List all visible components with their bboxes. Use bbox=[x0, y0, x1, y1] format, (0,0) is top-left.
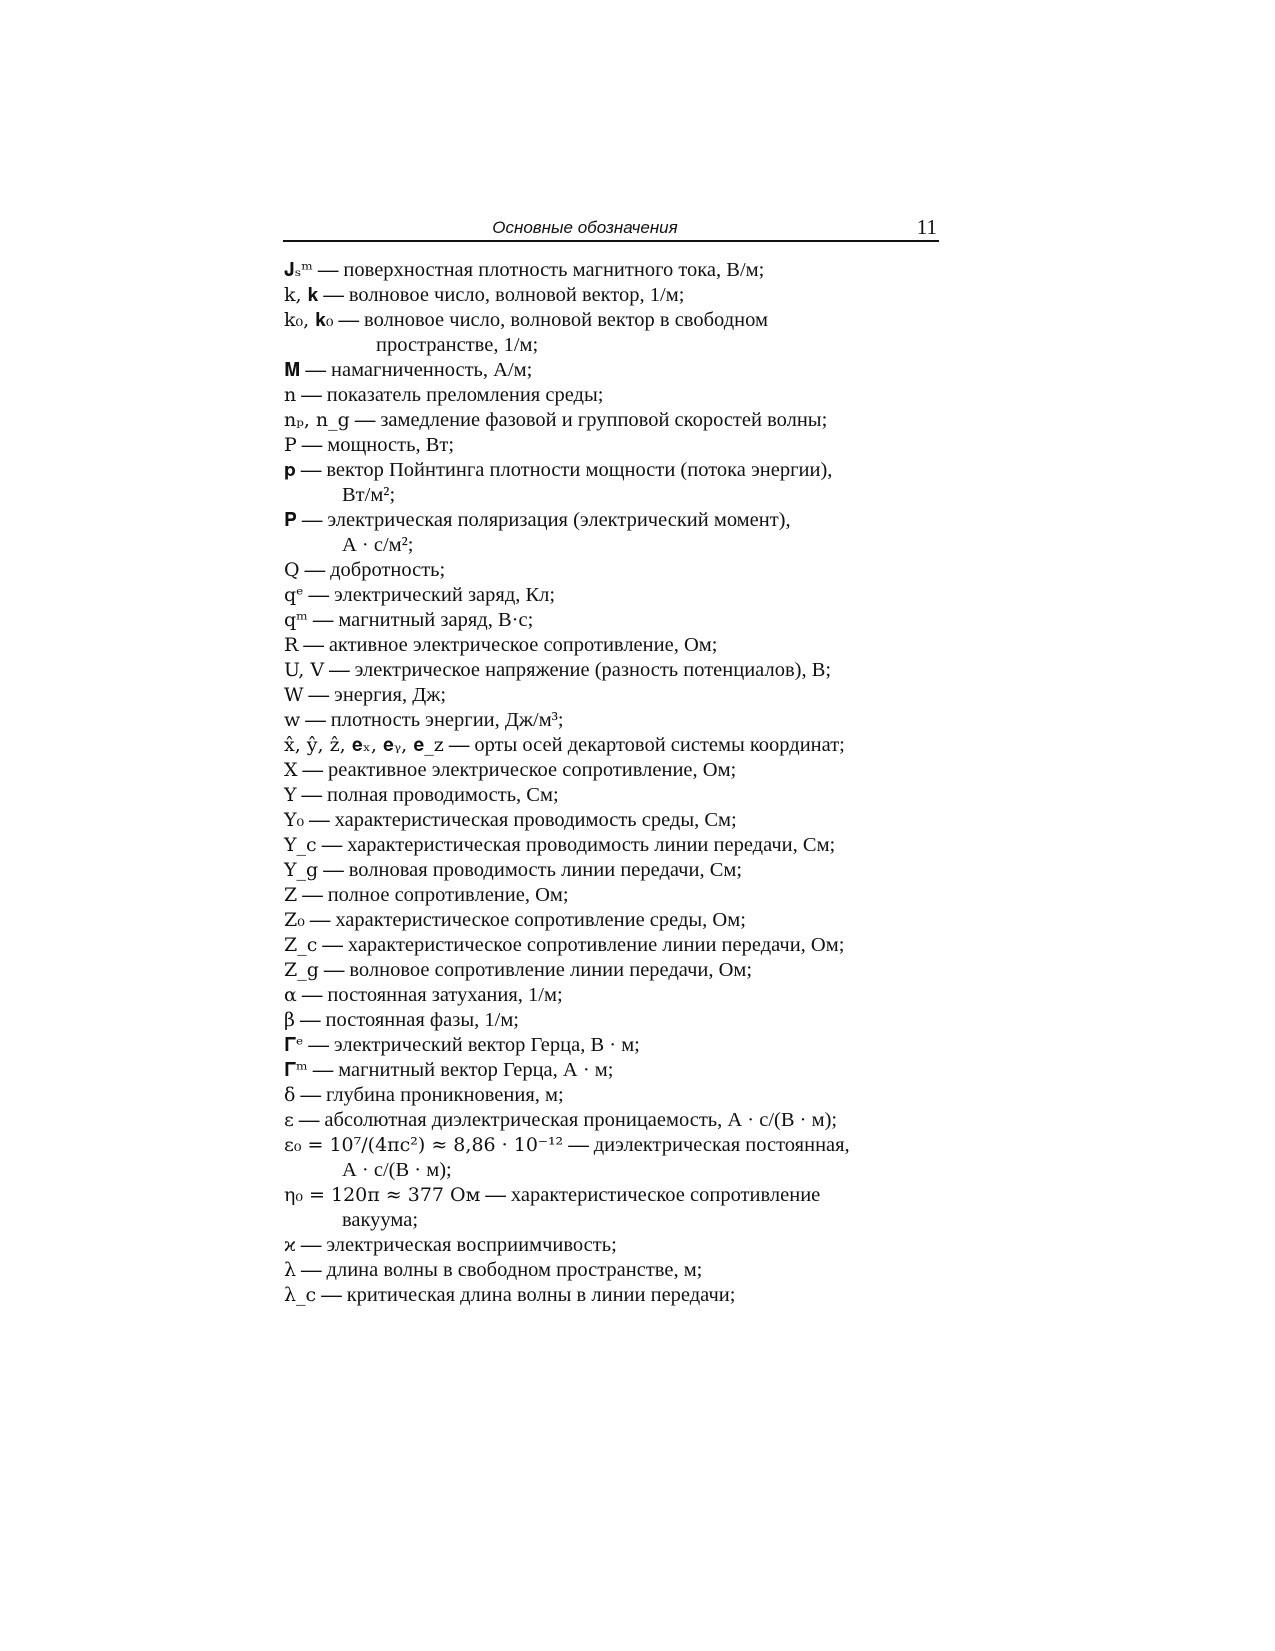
notation-entry bbox=[284, 458, 974, 508]
notation-description: активное электрическое сопротивление, Ом; bbox=[328, 634, 718, 656]
notation-dash: — bbox=[317, 259, 339, 281]
notation-entry bbox=[284, 1283, 974, 1308]
notation-entry bbox=[284, 433, 974, 458]
notation-entry bbox=[284, 908, 974, 933]
notation-entry bbox=[284, 258, 974, 283]
notation-description: диэлектрическая постоянная, bbox=[593, 1134, 850, 1156]
notation-description: электрический заряд, Кл; bbox=[334, 584, 556, 606]
notation-entry bbox=[284, 733, 974, 758]
notation-symbol: β bbox=[284, 1009, 295, 1031]
notation-dash: — bbox=[309, 809, 330, 831]
notation-dash: — bbox=[301, 1259, 322, 1281]
notation-dash: — bbox=[303, 634, 324, 656]
notation-dash: — bbox=[308, 584, 330, 606]
notation-symbol: Y bbox=[284, 784, 297, 806]
notation-description: электрическая поляризация (электрический момент), bbox=[327, 509, 791, 531]
notation-entry bbox=[284, 508, 974, 558]
notation-entry bbox=[284, 833, 974, 858]
notation-entry bbox=[284, 308, 974, 358]
notation-dash: — bbox=[300, 1084, 321, 1106]
notation-entry bbox=[284, 933, 974, 958]
notation-entry bbox=[284, 1033, 974, 1058]
notation-dash: — bbox=[305, 359, 327, 381]
notation-description: мощность, Вт; bbox=[327, 434, 455, 456]
notation-dash: — bbox=[304, 559, 326, 581]
notation-description: волновое число, волновой вектор в свободном bbox=[364, 309, 768, 331]
notation-description: характеристическое сопротивление bbox=[510, 1184, 821, 1206]
notation-description-continued: Вт/м²; bbox=[342, 484, 396, 506]
notation-dash: — bbox=[312, 609, 334, 631]
notation-symbol: η₀ = 120π ≈ 377 Ом bbox=[284, 1184, 481, 1206]
notation-description: электрическая восприимчивость; bbox=[326, 1234, 617, 1256]
notation-description: реактивное электрическое сопротивление, Ом; bbox=[328, 759, 737, 781]
notation-dash: — bbox=[298, 1109, 320, 1131]
notation-dash: — bbox=[323, 284, 344, 306]
notation-symbol: 𝐉ₛᵐ bbox=[284, 259, 313, 281]
notation-dash: — bbox=[338, 309, 360, 331]
notation-dash: — bbox=[323, 959, 345, 981]
notation-description: постоянная затухания, 1/м; bbox=[327, 984, 563, 1006]
notation-description: плотность энергии, Дж/м³; bbox=[330, 709, 564, 731]
notation-entry bbox=[284, 408, 974, 433]
notation-dash: — bbox=[308, 1034, 329, 1056]
notation-entry bbox=[284, 808, 974, 833]
notation-description: характеристическая проводимость среды, См; bbox=[334, 809, 737, 831]
notation-symbol: 𝚪ᵉ bbox=[284, 1034, 304, 1056]
notation-description-continued: А · с/м²; bbox=[342, 534, 414, 556]
notation-entry bbox=[284, 758, 974, 783]
notation-entry bbox=[284, 958, 974, 983]
notation-symbol: U, V bbox=[284, 659, 325, 681]
notation-dash: — bbox=[308, 684, 330, 706]
notation-description-continued: А · с/(В · м); bbox=[342, 1159, 452, 1181]
notation-entry bbox=[284, 858, 974, 883]
notation-symbol: ε₀ = 10⁷/(4πc²) ≈ 8,86 · 10⁻¹² bbox=[284, 1134, 564, 1156]
notation-entry bbox=[284, 1258, 974, 1283]
notation-entry bbox=[284, 983, 974, 1008]
notation-description: полная проводимость, См; bbox=[327, 784, 559, 806]
notation-entry bbox=[284, 708, 974, 733]
notation-dash: — bbox=[301, 784, 323, 806]
notation-description: полное сопротивление, Ом; bbox=[327, 884, 569, 906]
notation-dash: — bbox=[448, 734, 470, 756]
notation-entry bbox=[284, 383, 974, 408]
notation-dash: — bbox=[300, 459, 322, 481]
notation-dash: — bbox=[301, 384, 322, 406]
notation-symbol: 𝐌 bbox=[284, 359, 301, 381]
notation-description-continued: вакуума; bbox=[342, 1209, 419, 1231]
notation-entry bbox=[284, 583, 974, 608]
notation-list bbox=[284, 258, 974, 1308]
notation-symbol: ϰ bbox=[284, 1234, 296, 1256]
notation-dash: — bbox=[321, 834, 343, 856]
notation-symbol: qᵐ bbox=[284, 609, 308, 631]
notation-dash: — bbox=[302, 884, 323, 906]
notation-description: волновое число, волновой вектор, 1/м; bbox=[348, 284, 685, 306]
notation-description: электрический вектор Герца, В · м; bbox=[333, 1034, 640, 1056]
notation-symbol: Q bbox=[284, 559, 300, 581]
notation-description: характеристическая проводимость линии передачи, См; bbox=[347, 834, 836, 856]
page-number: 11 bbox=[916, 215, 937, 239]
notation-dash: — bbox=[309, 909, 331, 931]
notation-entry bbox=[284, 1008, 974, 1033]
notation-description: вектор Пойнтинга плотности мощности (потока энергии), bbox=[326, 459, 833, 481]
notation-entry bbox=[284, 1233, 974, 1258]
notation-symbol: X bbox=[284, 759, 298, 781]
notation-entry bbox=[284, 658, 974, 683]
notation-dash: — bbox=[300, 1234, 322, 1256]
notation-description: критическая длина волны в линии передачи; bbox=[346, 1284, 736, 1306]
notation-description: магнитный вектор Герца, А · м; bbox=[338, 1059, 614, 1081]
notation-description: электрическое напряжение (разность потенциалов), В; bbox=[354, 659, 832, 681]
notation-description: поверхностная плотность магнитного тока, В/м; bbox=[343, 259, 765, 281]
notation-symbol: Z_c bbox=[284, 934, 318, 956]
notation-entry bbox=[284, 283, 974, 308]
notation-symbol: k, 𝐤 bbox=[284, 284, 319, 306]
notation-dash: — bbox=[302, 759, 324, 781]
notation-symbol: qᵉ bbox=[284, 584, 304, 606]
header-divider bbox=[283, 240, 939, 242]
notation-symbol: λ_c bbox=[284, 1284, 317, 1306]
notation-dash: — bbox=[305, 709, 326, 731]
notation-entry bbox=[284, 1108, 974, 1133]
notation-entry bbox=[284, 1083, 974, 1108]
notation-description-continued: пространстве, 1/м; bbox=[376, 334, 539, 356]
notation-dash: — bbox=[299, 1009, 321, 1031]
notation-description: орты осей декартовой системы координат; bbox=[474, 734, 845, 756]
notation-entry bbox=[284, 558, 974, 583]
notation-symbol: nₚ, n_g bbox=[284, 409, 350, 431]
notation-description: энергия, Дж; bbox=[334, 684, 447, 706]
notation-entry bbox=[284, 633, 974, 658]
notation-symbol: δ bbox=[284, 1084, 296, 1106]
notation-description: показатель преломления среды; bbox=[326, 384, 604, 406]
notation-entry bbox=[284, 683, 974, 708]
notation-entry bbox=[284, 1133, 974, 1183]
notation-description: характеристическое сопротивление среды, Ом; bbox=[335, 909, 746, 931]
notation-entry bbox=[284, 608, 974, 633]
notation-symbol: W bbox=[284, 684, 304, 706]
notation-dash: — bbox=[322, 934, 343, 956]
notation-symbol: 𝐏 bbox=[284, 509, 297, 531]
notation-description: замедление фазовой и групповой скоростей волны; bbox=[380, 409, 828, 431]
notation-symbol: 𝐩 bbox=[284, 459, 296, 481]
notation-symbol: Z₀ bbox=[284, 909, 305, 931]
notation-description: глубина проникновения, м; bbox=[325, 1084, 564, 1106]
notation-description: абсолютная диэлектрическая проницаемость, А · с/(В · м); bbox=[324, 1109, 838, 1131]
notation-symbol: k₀, 𝐤₀ bbox=[284, 309, 334, 331]
notation-symbol: Y_c bbox=[284, 834, 317, 856]
notation-symbol: w bbox=[284, 709, 301, 731]
notation-description: магнитный заряд, В·с; bbox=[338, 609, 534, 631]
notation-dash: — bbox=[301, 509, 323, 531]
notation-symbol: R bbox=[284, 634, 299, 656]
notation-description: намагниченность, А/м; bbox=[331, 359, 533, 381]
notation-dash: — bbox=[568, 1134, 589, 1156]
notation-dash: — bbox=[354, 409, 376, 431]
notation-entry bbox=[284, 783, 974, 808]
notation-symbol: Y_g bbox=[284, 859, 319, 881]
notation-entry bbox=[284, 1058, 974, 1083]
notation-dash: — bbox=[485, 1184, 506, 1206]
notation-entry bbox=[284, 883, 974, 908]
notation-symbol: n bbox=[284, 384, 297, 406]
notation-dash: — bbox=[312, 1059, 334, 1081]
notation-symbol: ε bbox=[284, 1109, 294, 1131]
notation-description: характеристическое сопротивление линии передачи, Ом; bbox=[347, 934, 845, 956]
notation-symbol: Z_g bbox=[284, 959, 319, 981]
notation-symbol: α bbox=[284, 984, 297, 1006]
notation-dash: — bbox=[321, 1284, 342, 1306]
notation-entry bbox=[284, 358, 974, 383]
notation-dash: — bbox=[323, 859, 344, 881]
notation-symbol: P bbox=[284, 434, 297, 456]
notation-symbol: Z bbox=[284, 884, 298, 906]
notation-description: постоянная фазы, 1/м; bbox=[325, 1009, 520, 1031]
running-title: Основные обозначения bbox=[492, 218, 678, 237]
notation-symbol: λ bbox=[284, 1259, 297, 1281]
notation-description: добротность; bbox=[330, 559, 446, 581]
notation-dash: — bbox=[301, 434, 323, 456]
notation-dash: — bbox=[301, 984, 323, 1006]
notation-symbol: x̂, ŷ, ẑ, 𝐞ₓ, 𝐞ᵧ, 𝐞_z bbox=[284, 734, 444, 756]
notation-description: длина волны в свободном пространстве, м; bbox=[326, 1259, 703, 1281]
notation-description: волновое сопротивление линии передачи, Ом; bbox=[349, 959, 753, 981]
notation-description: волновая проводимость линии передачи, См; bbox=[348, 859, 743, 881]
notation-dash: — bbox=[329, 659, 350, 681]
notation-symbol: Y₀ bbox=[284, 809, 305, 831]
notation-entry bbox=[284, 1183, 974, 1233]
notation-symbol: 𝚪ᵐ bbox=[284, 1059, 308, 1081]
